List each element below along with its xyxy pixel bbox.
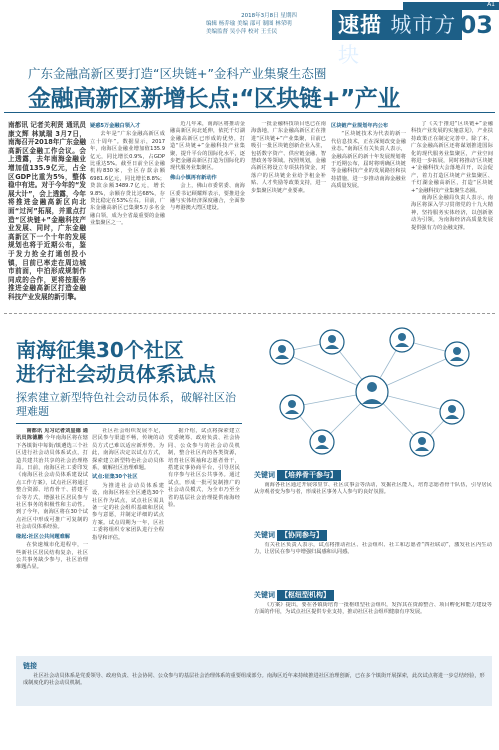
body-text: 了《关于推进“区块链+”金融科技产业发展的实施意见》，产业扶持政策正在制定完善中。除了本，广东金融高新区还将谋划推进国际化的现代服务业集聚区，产业空间将进一步拓展，同时将推动‘区块链+’金融科技大会落地召开，以会促产，着力打造区块链产业集聚区、千灯湖金融高新区，打造“区块链+”金融科技产业集聚生态圈。 <box>411 121 493 194</box>
section-heading: 试点:征集30个社区 <box>92 474 138 481</box>
top-story-column-6 <box>411 121 493 308</box>
top-story-subtitle: 广东金融高新区要打造“区块链+”金科产业集聚生态圈 <box>28 66 327 81</box>
link-box <box>16 656 492 706</box>
keyword-text: 《方案》提出，要在各镇街培育一批枢纽型社会组织，发挥其在资源整合、项目孵化和能力建设等方面的作用，为试点社区提供专业支持，推动社区社会组织健康有序发展。 <box>254 602 492 616</box>
page-number: 03 <box>459 11 493 39</box>
section-banner <box>332 10 462 67</box>
keyword-block <box>254 530 492 586</box>
link-title: 链接 <box>23 662 37 670</box>
section-subname: 城市方块 <box>338 13 457 67</box>
masthead <box>0 0 499 67</box>
keyword-text: 有关社区负责人表示，试点将推动社区、社会组织、社工和志愿者“四社联动”，激发社区内生动力，让居民在参与中增强归属感和认同感。 <box>254 542 492 556</box>
divider <box>16 423 242 424</box>
section-heading: 区块链产业规划年内公布 <box>331 123 389 129</box>
top-story-lead <box>8 121 86 308</box>
bottom-story-column-2 <box>92 428 164 648</box>
section-heading: 缘起:社区公共问题难解 <box>16 533 70 540</box>
body-text: 去年是“广东金融高新区成立十周年”。数据显示，2017年，南海区金融业增加值135.9亿元，同比增长0.9%，占GDP比重达5%。截至日前全区金融机构830家，全区存款余额6981.6亿元，同比增长8.8%；贷款余额3489.7亿元，增长9.8%，余额存贷比达68%，存贷比稳定在53%左右。目前，广东金融高新区已集聚5万多名金融白领，成为全省最重要的金融业集聚区之一。 <box>90 131 165 227</box>
body-text: 会上，佛山市委常委、南海区委书记顾耀辉表示，要推进金融与实体经济深度融合，全面参与粤港澳大湾区建设。 <box>170 183 245 212</box>
top-story-column-4 <box>251 121 326 308</box>
divider <box>4 112 495 113</box>
keyword-tag: 【枢纽型机构】 <box>277 590 334 601</box>
page-label: A1 <box>487 1 495 8</box>
keyword-label: 关键词 <box>254 531 275 539</box>
section-heading: 疑惑5万金融白领入才 <box>90 123 141 129</box>
people-network-illustration <box>252 322 492 462</box>
masthead-info <box>206 12 332 36</box>
title-line: 南海征集30个社区 <box>16 338 184 362</box>
bottom-story-column-3 <box>168 428 240 648</box>
masthead-top-bar <box>403 2 499 10</box>
issue-date: 2018年3月8日 星期四 <box>241 13 297 19</box>
top-story-column-2 <box>90 121 165 308</box>
keyword-label: 关键词 <box>254 471 275 479</box>
body-text: “区块链技术为代表的新一代信息技术，正在深刻改变金融业态。”南海区有关负责人表示，金融高新区的新十年发展规划将于近期公布，届时将明确区块链等金融科技产业的发展路径和扶持措施，进一步推动南海金融业高质量发展。 <box>331 131 406 190</box>
top-story-title: 金融高新区新增长点:“区块链+”产业 <box>28 86 400 112</box>
body-text: 为推进社会动员体系建设，南海区将在全区遴选30个社区作为试点，试点社区需具备一定的社会组织基础和居民参与意愿，并制定详细的试点方案。试点周期为一年，区社工委将组织专家团队进行全程指导和评估。 <box>92 482 164 541</box>
body-text: 今年南海区将在辖下各镇街中每街/镇遴选三个社区进行社会动员体系试点，打造共建共治共享的社会治理格局。日前，南海区社工委印发《南海区社会动员体系建设试点工作方案》，试点社区将通过整合资源、培育骨干、搭建平台等方式，增强社区居民参与社区事务的积极性和主动性。到了今年，南海区将在30个试点社区中形成可推广可复制的社会动员体系经验。 <box>16 435 88 531</box>
body-text: 南海区金融局负责人表示，南海区将深入学习贯彻党的十九大精神，坚持服务实体经济，以创新驱动为引领，为南海经济高质量发展提供强有力的金融支撑。 <box>411 195 493 231</box>
top-story-column-5 <box>331 121 406 308</box>
keyword-tag: 【培养骨干参与】 <box>277 470 341 481</box>
section-name: 速描 <box>338 13 382 37</box>
keyword-block <box>254 590 492 646</box>
keyword-text: 南海各社区通过开展邻里节、社区议事会等活动，发掘社区能人，培育志愿者骨干队伍，引导居民从旁观者变为参与者，形成社区事务人人参与的良好氛围。 <box>254 482 492 496</box>
bottom-story-deck: 探索建立新型特色社会动员体系，破解社区治理难题 <box>16 391 236 418</box>
divider <box>4 313 495 314</box>
bottom-story-column-1 <box>16 428 88 648</box>
section-heading: 佛山小镇再有新动作 <box>170 174 217 181</box>
lead-text: 南都讯 记者关利贤 通讯员康文辉 林斌瑞 3月7日，南海召开2018年广东金融高新区金融工作会议。会上透露，去年南海金融业增加值135.9亿元，占全区GDP比重为5%，整体稳中有进。对于今年的“发展大计”，会上透露，今年将推进金融高新区向北面“过河”拓展，并重点打造“区块链+”金融科技产业发展、同时，广东金融高新区下一个十年的发展规划也将于近期公布，鉴于发力抢全打通创投小镇，目前已率走在周边城市前面，中泊形成规制作同成的合作，更将按服务推进金融高新区打造金融科技产业发展的新引擎。 <box>8 121 86 301</box>
keyword-tag: 【协同参与】 <box>277 530 327 541</box>
body-text: 据介绍，试点将探索建立党委统筹、政府负责、社会协同、公众参与的社会动员机制，整合社区内的各类资源，培育社区领袖和志愿者骨干，搭建议事协商平台，引导居民有序参与社区公共事务。通过试点，形成一批可复制推广的社会动员模式，为全市乃至全省的基层社会治理提供南海经验。 <box>168 428 240 509</box>
body-text: 一批金融科技项目也已在南海落地，广东金融高新区正在推进“区块链+”产业集聚，目前已吸引一批区块链创新企业入驻，包括数字资产、供应链金融、智慧政务等领域。按照规划，金融高新区将设立专项扶持资金，对落户的区块链企业给予租金补贴、人才奖励等政策支持，进一步集聚区块链产业要素。 <box>251 121 326 194</box>
link-text: 社区社会动员体系是党委领导、政府负责、社会协同、公众参与的基层社会治理体系的重要组成部分。南海区近年来持续推进社区治理创新，已在多个镇街开展探索，此次试点将进一步总结经验，形成制度化的社会动员机制。 <box>23 673 485 687</box>
body-text: 社区社会组织发展不足，居民参与渠道不畅，传统的动员方式已难以适应新形势。为此，南海区决定以试点方式，探索建立新型特色社会动员体系，破解社区治理难题。 <box>92 428 164 472</box>
staff-line-2: 美编监督 吴小萍 校对 王壬民 <box>206 29 278 35</box>
bottom-story-title <box>16 338 216 386</box>
body-text: 在快速城市化进程中，一些新社区居民结构复杂，社区公共事务缺少参与，社区治理难题凸显。 <box>16 542 88 571</box>
top-story-column-3 <box>170 121 245 308</box>
body-text: 近几年来，南海区将推动金融高新区向北延伸，依托千灯湖金融高新区已形成的优势，打造“区块链+”金融科技产业集聚，提升平台的国际化水平，逐步把金融高新区打造为国际化的现代服务业集聚区。 <box>170 121 245 172</box>
keyword-sidebar <box>254 466 492 646</box>
title-line: 进行社会动员体系试点 <box>16 362 216 386</box>
staff-line-1: 编辑 杨乔瑜 美编 邵可 制图 林荣明 <box>206 21 292 27</box>
keyword-label: 关键词 <box>254 591 275 599</box>
keyword-block <box>254 470 492 526</box>
byline: 南都讯 见习记者刘星德 通讯员陈德鹏 <box>16 428 88 442</box>
